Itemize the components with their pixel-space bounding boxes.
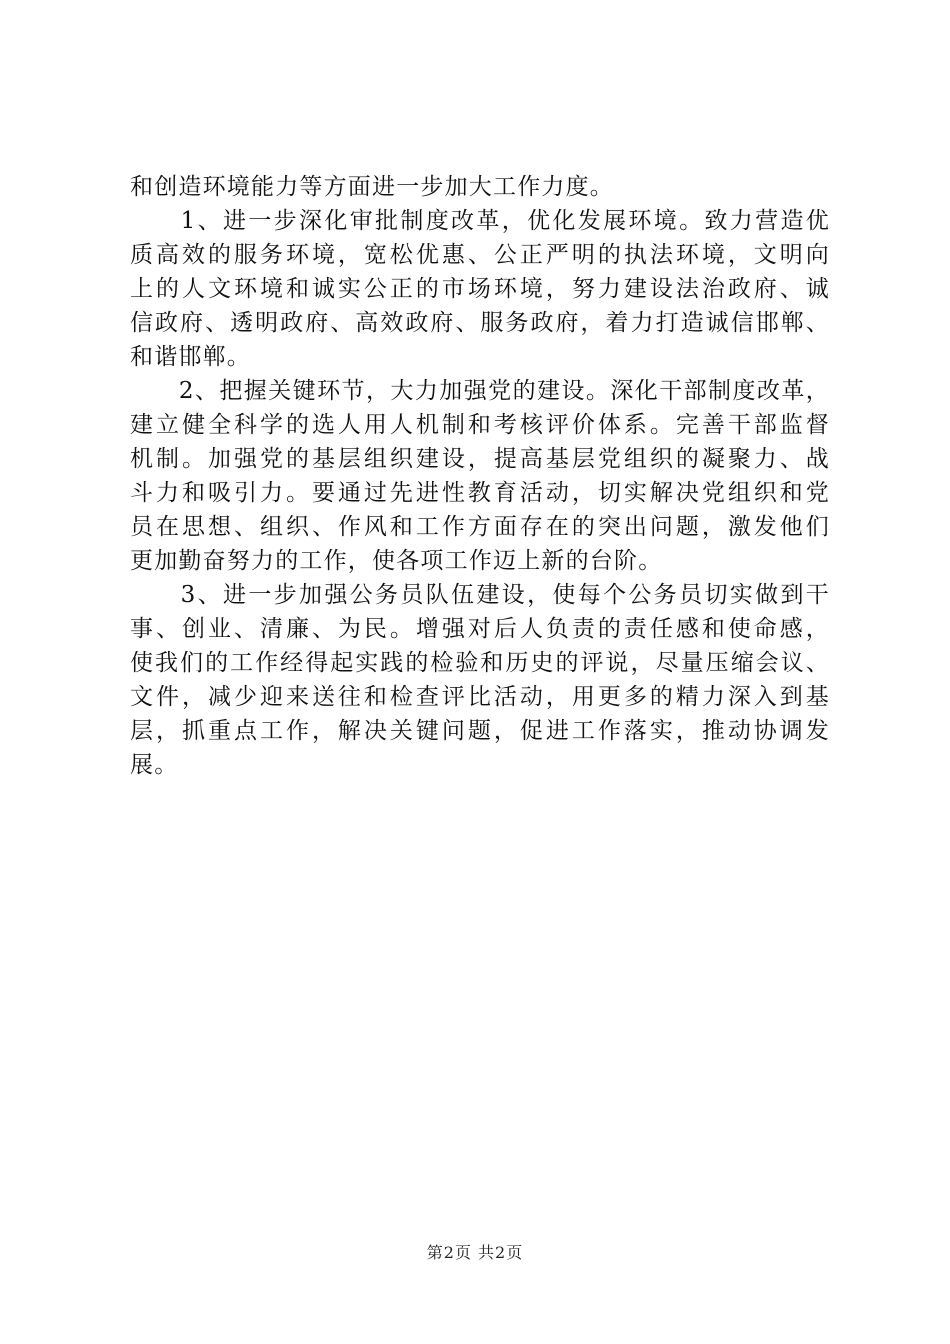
paragraph-1-line: 1、进一步深化审批制度改革，优化发展环境。致力营造优 xyxy=(130,208,830,234)
paragraph-1-line: 上的人文环境和诚实公正的市场环境，努力建设法治政府、诚 xyxy=(130,276,830,302)
paragraph-2-line: 建立健全科学的选人用人机制和考核评价体系。完善干部监督 xyxy=(130,412,830,438)
paragraph-3-line: 文件，减少迎来送往和检查评比活动，用更多的精力深入到基 xyxy=(130,684,830,710)
paragraph-2-line: 员在思想、组织、作风和工作方面存在的突出问题，激发他们 xyxy=(130,514,830,540)
body-line: 和创造环境能力等方面进一步加大工作力度。 xyxy=(130,174,614,200)
paragraph-3-line: 层，抓重点工作，解决关键问题，促进工作落实，推动协调发 xyxy=(130,718,830,744)
paragraph-3-line: 3、进一步加强公务员队伍建设，使每个公务员切实做到干 xyxy=(130,582,830,608)
page-number-footer: 第2页 共2页 xyxy=(426,1243,524,1262)
paragraph-1-line: 和谐邯郸。 xyxy=(130,344,251,370)
paragraph-2-line: 斗力和吸引力。要通过先进性教育活动，切实解决党组织和党 xyxy=(130,480,830,506)
paragraph-1-line: 信政府、透明政府、高效政府、服务政府，着力打造诚信邯郸、 xyxy=(130,310,830,336)
paragraph-2-line: 2、把握关键环节，大力加强党的建设。深化干部制度改革， xyxy=(130,378,830,404)
paragraph-3-line: 使我们的工作经得起实践的检验和历史的评说，尽量压缩会议、 xyxy=(130,650,830,676)
paragraph-2-line: 更加勤奋努力的工作，使各项工作迈上新的台阶。 xyxy=(130,548,663,574)
paragraph-1-line: 质高效的服务环境，宽松优惠、公正严明的执法环境，文明向 xyxy=(130,242,830,268)
paragraph-3-line: 事、创业、清廉、为民。增强对后人负责的责任感和使命感， xyxy=(130,616,830,642)
paragraph-2-line: 机制。加强党的基层组织建设，提高基层党组织的凝聚力、战 xyxy=(130,446,830,472)
paragraph-3-line: 展。 xyxy=(130,752,179,778)
